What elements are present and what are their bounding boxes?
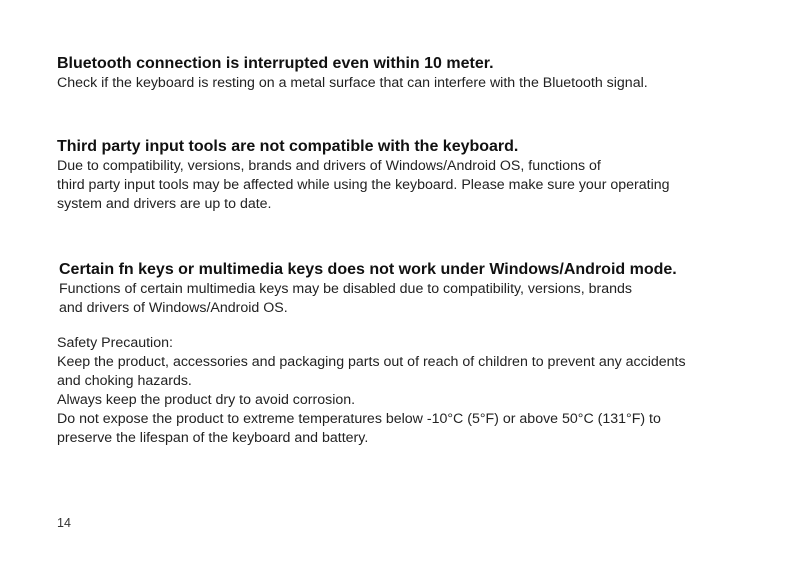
section-text-line: Functions of certain multimedia keys may be disabled due to compatibility, versions, brands [59,281,633,297]
section-heading: Certain fn keys or multimedia keys does not work under Windows/Android mode. [59,261,677,278]
safety-text-line: Do not expose the product to extreme temperatures below -10°C (5°F) or above 50°C (131°F) to [57,411,661,428]
safety-title: Safety Precaution: [57,335,173,351]
page-number: 14 [57,516,71,530]
safety-text-line: Always keep the product dry to avoid corrosion. [57,392,356,409]
section-text-line: Due to compatibility, versions, brands and drivers of Windows/Android OS, functions of [57,158,601,174]
troubleshooting-section-third-party-tools [57,137,757,214]
troubleshooting-section-bluetooth [57,54,757,93]
section-text-line: Check if the keyboard is resting on a metal surface that can interfere with the Bluetooth signal. [57,75,648,91]
safety-precaution-section [57,334,757,449]
safety-text-line: and choking hazards. [57,373,192,390]
safety-text-line: Keep the product, accessories and packaging parts out of reach of children to prevent any accidents [57,354,686,371]
section-text-line: and drivers of Windows/Android OS. [59,300,288,316]
section-heading: Third party input tools are not compatible with the keyboard. [57,138,519,155]
section-heading: Bluetooth connection is interrupted even within 10 meter. [57,55,494,72]
troubleshooting-section-fn-keys [59,260,759,318]
safety-text-line: preserve the lifespan of the keyboard and battery. [57,430,369,447]
section-text-line: system and drivers are up to date. [57,196,272,212]
section-text-line: third party input tools may be affected while using the keyboard. Please make sure your operating [57,177,670,193]
